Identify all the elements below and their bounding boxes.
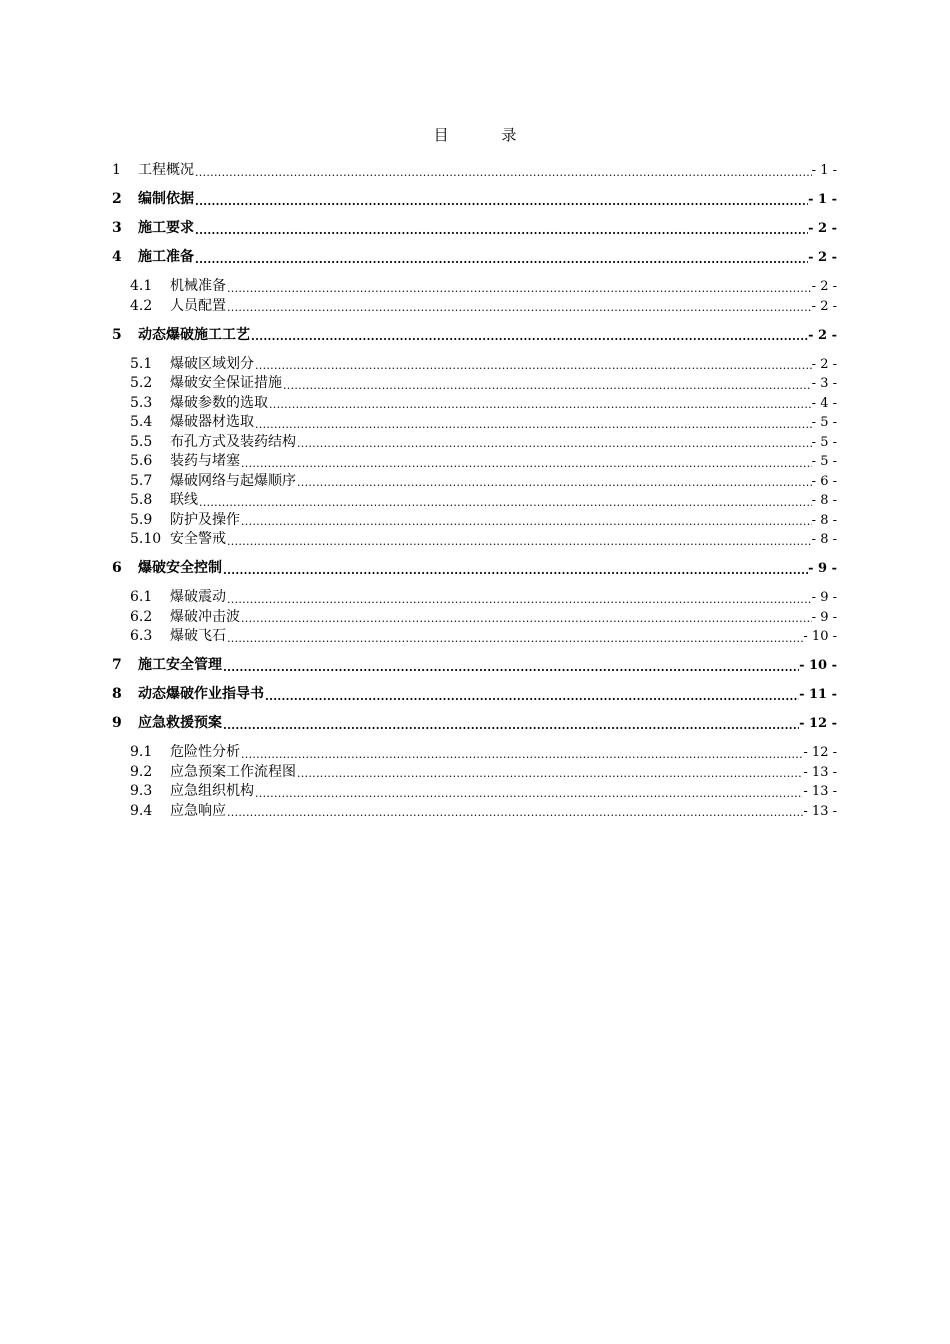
toc-entry-page-number: - 9 - — [808, 561, 837, 576]
toc-dot-leader — [282, 374, 812, 394]
toc-dot-leader — [226, 802, 803, 822]
toc-dot-leader — [194, 219, 808, 239]
toc-entry[interactable] — [112, 413, 837, 433]
toc-entry-number: 7 — [112, 657, 122, 673]
toc-dot-leader — [240, 511, 812, 531]
toc-dot-leader — [226, 530, 812, 550]
toc-dot-leader — [222, 656, 799, 676]
toc-entry-label: 爆破安全保证措施 — [170, 375, 282, 391]
toc-entry-page-number: - 1 - — [808, 192, 837, 207]
toc-entry-page-number: - 10 - — [799, 658, 837, 673]
toc-entry-label: 爆破区域划分 — [170, 355, 254, 372]
toc-entry-number: 1 — [112, 162, 121, 178]
toc-entry-number: 9 — [112, 715, 122, 731]
toc-entry-label: 爆破飞石 — [170, 628, 226, 644]
toc-entry-label: 应急预案工作流程图 — [170, 763, 296, 780]
toc-entry-label: 施工安全管理 — [138, 657, 222, 673]
toc-entry[interactable] — [112, 491, 837, 511]
toc-dot-leader — [194, 161, 812, 181]
toc-entry-page-number: - 9 - — [811, 609, 837, 625]
toc-dot-leader — [194, 190, 808, 210]
toc-entry[interactable] — [112, 782, 837, 802]
toc-dot-leader — [222, 714, 799, 734]
toc-dot-leader — [226, 297, 812, 317]
table-of-contents — [112, 161, 837, 821]
toc-entry-label: 机械准备 — [170, 278, 226, 294]
toc-dot-leader — [240, 743, 803, 763]
toc-entry-page-number: - 2 - — [808, 250, 837, 265]
toc-entry[interactable] — [112, 190, 837, 210]
toc-entry[interactable] — [112, 714, 837, 734]
toc-entry[interactable] — [112, 452, 837, 472]
toc-entry[interactable] — [112, 802, 837, 822]
toc-entry-label: 危险性分析 — [170, 744, 240, 760]
toc-dot-leader — [268, 394, 812, 414]
toc-entry-number: 5.3 — [130, 394, 153, 411]
toc-entry-page-number: - 13 - — [803, 784, 837, 799]
toc-entry[interactable] — [112, 656, 837, 676]
toc-entry-page-number: - 8 - — [811, 512, 837, 528]
toc-entry[interactable] — [112, 326, 837, 346]
toc-title: 目 录 — [433, 126, 541, 144]
toc-entry-page-number: - 4 - — [811, 395, 837, 411]
toc-entry-number: 6.2 — [130, 608, 153, 625]
toc-entry-number: 9.1 — [130, 744, 153, 760]
toc-dot-leader — [222, 559, 808, 579]
toc-entry-number: 5.2 — [130, 375, 153, 391]
toc-entry-page-number: - 10 - — [803, 629, 837, 644]
toc-dot-leader — [254, 782, 803, 802]
toc-entry[interactable] — [112, 743, 837, 763]
toc-entry-number: 5.9 — [130, 511, 153, 528]
toc-dot-leader — [240, 452, 812, 472]
toc-entry-page-number: - 13 - — [803, 803, 837, 819]
toc-entry-number: 5.10 — [130, 531, 162, 547]
toc-entry-label: 爆破网络与起爆顺序 — [170, 472, 296, 489]
toc-entry-page-number: - 9 - — [811, 590, 837, 605]
toc-dot-leader — [226, 627, 803, 647]
toc-dot-leader — [226, 277, 812, 297]
toc-entry[interactable] — [112, 530, 837, 550]
toc-entry-page-number: - 12 - — [803, 745, 837, 760]
toc-dot-leader — [250, 326, 808, 346]
toc-entry[interactable] — [112, 608, 837, 628]
toc-entry-page-number: - 5 - — [811, 434, 837, 450]
toc-entry-page-number: - 12 - — [799, 716, 837, 731]
toc-dot-leader — [254, 413, 812, 433]
toc-entry-number: 6.3 — [130, 628, 153, 644]
toc-entry-number: 5 — [112, 326, 122, 343]
toc-entry-page-number: - 8 - — [811, 493, 837, 508]
toc-entry-page-number: - 2 - — [811, 279, 837, 294]
toc-entry[interactable] — [112, 394, 837, 414]
toc-entry-label: 动态爆破施工工艺 — [138, 326, 250, 343]
toc-entry-number: 5.1 — [130, 355, 153, 372]
toc-entry-number: 8 — [112, 686, 122, 702]
toc-dot-leader — [264, 685, 799, 705]
toc-entry[interactable] — [112, 559, 837, 579]
toc-entry-page-number: - 5 - — [811, 415, 837, 430]
toc-entry[interactable] — [112, 627, 837, 647]
toc-entry-page-number: - 8 - — [811, 532, 837, 547]
toc-entry-page-number: - 5 - — [811, 454, 837, 469]
toc-entry-label: 人员配置 — [170, 297, 226, 314]
toc-entry-number: 5.8 — [130, 492, 153, 508]
toc-entry-label: 爆破冲击波 — [170, 608, 240, 625]
toc-entry-page-number: - 2 - — [811, 298, 837, 314]
toc-entry-page-number: - 6 - — [811, 473, 837, 489]
toc-entry-label: 装药与堵塞 — [170, 453, 240, 469]
toc-entry[interactable] — [112, 511, 837, 531]
toc-dot-leader — [254, 355, 812, 375]
toc-entry[interactable] — [112, 685, 837, 705]
toc-entry-label: 布孔方式及装药结构 — [170, 433, 296, 450]
toc-entry[interactable] — [112, 248, 837, 268]
toc-entry[interactable] — [112, 374, 837, 394]
toc-entry-number: 5.4 — [130, 414, 153, 430]
toc-entry[interactable] — [112, 297, 837, 317]
toc-entry-page-number: - 13 - — [803, 764, 837, 780]
toc-entry-number: 4 — [112, 249, 122, 265]
toc-dot-leader — [296, 763, 803, 783]
toc-entry[interactable] — [112, 161, 837, 181]
toc-entry[interactable] — [112, 355, 837, 375]
toc-entry-label: 应急组织机构 — [170, 783, 254, 799]
toc-entry-page-number: - 1 - — [811, 163, 837, 178]
toc-entry[interactable] — [112, 219, 837, 239]
toc-dot-leader — [198, 491, 812, 511]
toc-entry-label: 施工要求 — [138, 220, 194, 236]
toc-entry-number: 5.7 — [130, 472, 153, 489]
toc-entry-number: 5.6 — [130, 453, 153, 469]
toc-entry-label: 动态爆破作业指导书 — [138, 686, 264, 702]
toc-entry-label: 爆破安全控制 — [138, 560, 222, 576]
toc-entry-page-number: - 2 - — [808, 221, 837, 236]
toc-entry-label: 联线 — [170, 492, 198, 508]
toc-entry[interactable] — [112, 472, 837, 492]
toc-entry-label: 编制依据 — [138, 191, 194, 207]
toc-entry[interactable] — [112, 588, 837, 608]
toc-entry-label: 爆破参数的选取 — [170, 394, 268, 411]
toc-entry[interactable] — [112, 433, 837, 453]
toc-entry-number: 9.4 — [130, 802, 153, 819]
toc-entry-number: 5.5 — [130, 433, 153, 450]
toc-entry-number: 3 — [112, 220, 122, 236]
toc-entry-page-number: - 11 - — [799, 687, 837, 702]
toc-dot-leader — [240, 608, 812, 628]
toc-entry-label: 防护及操作 — [170, 511, 240, 528]
toc-entry-page-number: - 2 - — [811, 356, 837, 372]
toc-dot-leader — [226, 588, 812, 608]
toc-entry-page-number: - 2 - — [808, 327, 837, 343]
toc-entry-label: 应急救援预案 — [138, 715, 222, 731]
toc-entry-number: 6.1 — [130, 589, 153, 605]
toc-dot-leader — [194, 248, 808, 268]
toc-entry-number: 9.3 — [130, 783, 153, 799]
toc-entry-label: 爆破震动 — [170, 589, 226, 605]
toc-entry-label: 爆破器材选取 — [170, 414, 254, 430]
toc-dot-leader — [296, 472, 812, 492]
toc-entry[interactable] — [112, 277, 837, 297]
toc-entry-label: 工程概况 — [138, 162, 194, 178]
toc-entry[interactable] — [112, 763, 837, 783]
toc-entry-label: 施工准备 — [138, 249, 194, 265]
toc-entry-number: 6 — [112, 560, 122, 576]
toc-entry-number: 4.2 — [130, 297, 153, 314]
toc-dot-leader — [296, 433, 812, 453]
toc-entry-number: 4.1 — [130, 278, 153, 294]
toc-entry-label: 应急响应 — [170, 802, 226, 819]
toc-entry-number: 9.2 — [130, 763, 153, 780]
toc-entry-number: 2 — [112, 191, 122, 207]
toc-entry-label: 安全警戒 — [170, 531, 226, 547]
toc-entry-page-number: - 3 - — [811, 376, 837, 391]
